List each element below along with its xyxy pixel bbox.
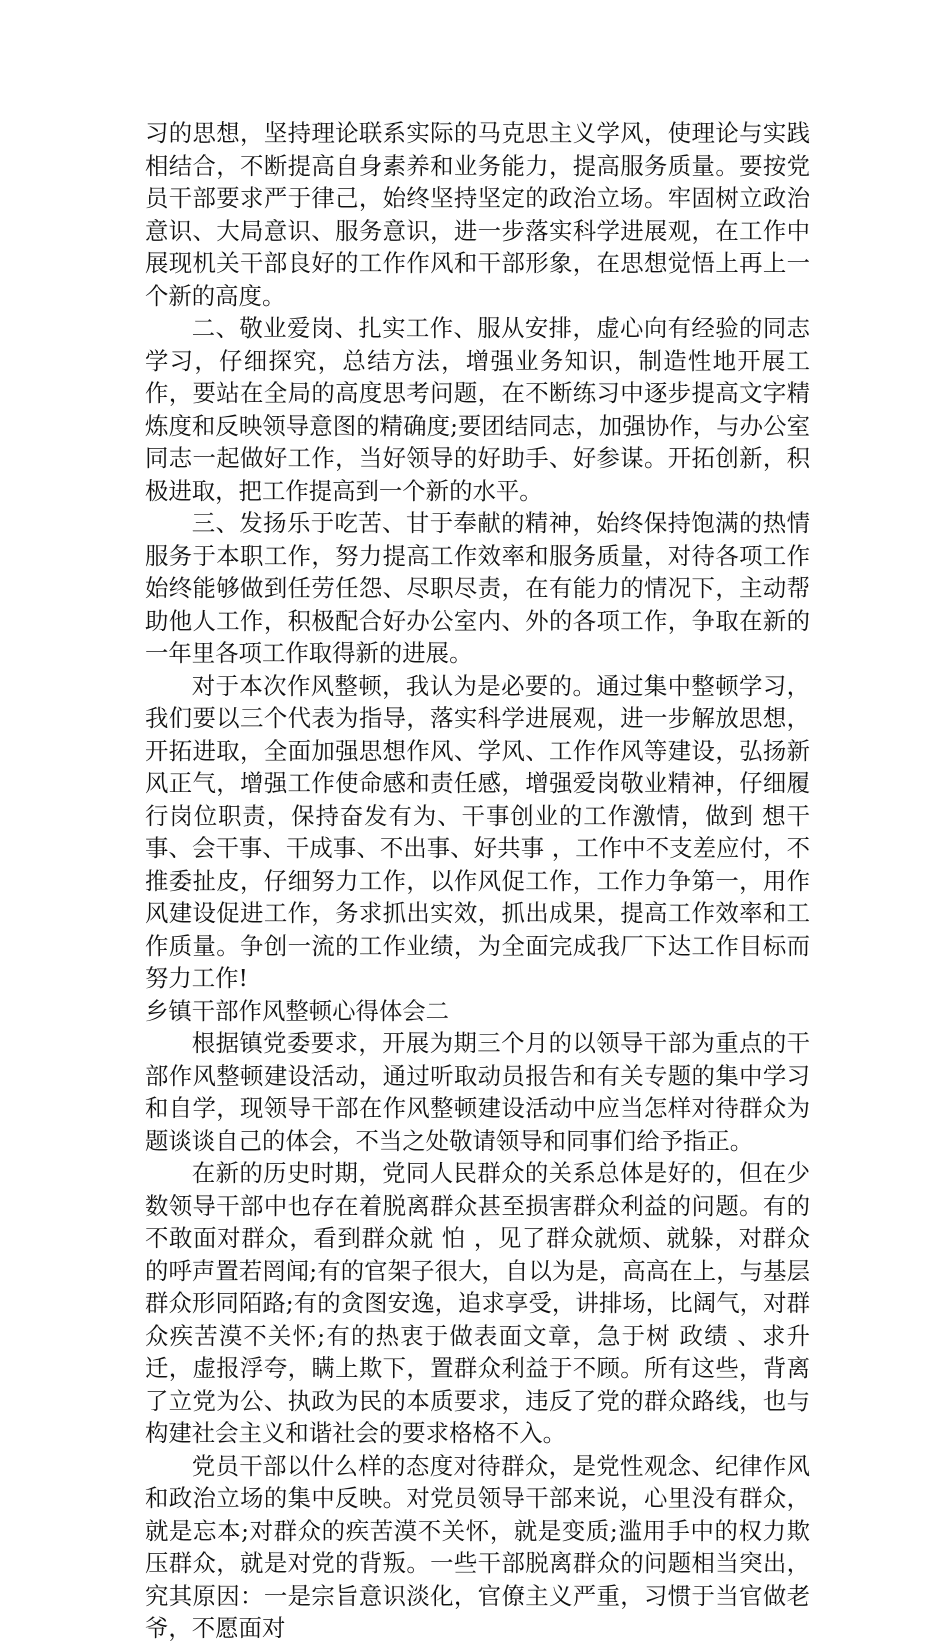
document-page [145,117,810,1645]
paragraph-point-two: 二、敬业爱岗、扎实工作、服从安排，虚心向有经验的同志学习，仔细探究，总结方法，增强业务知识，制造性地开展工作，要站在全局的高度思考问题，在不断练习中逐步提高文字精炼度和反映领导意图的精确度;要团结同志，加强协作，与办公室同志一起做好工作，当好领导的好助手、好参谋。开拓创新，积极进取，把工作提高到一个新的水平。 [145,314,810,505]
paragraph-intro: 根据镇党委要求，开展为期三个月的以领导干部为重点的干部作风整顿建设活动，通过听取动员报告和有关专题的集中学习和自学，现领导干部在作风整顿建设活动中应当怎样对待群众为题谈谈自己的体会，不当之处敬请领导和同事们给予指正。 [145,1029,810,1155]
paragraph-history: 在新的历史时期，党同人民群众的关系总体是好的，但在少数领导干部中也存在着脱离群众甚至损害群众利益的问题。有的不敢面对群众，看到群众就 怕 ，见了群众就烦、就躲，对群众的呼声置若罔闻;有的官架子很大，自以为是，高高在上，与基层群众形同陌路;有的贪图安逸，追求享受，讲排场，比阔气，对群众疾苦漠不关怀;有的热衷于做表面文章，急于树 政绩 、求升迁，虚报浮夸，瞒上欺下，置群众利益于不顾。所有这些，背离了立党为公、执政为民的本质要求，违反了党的群众路线，也与构建社会主义和谐社会的要求格格不入。 [145,1159,810,1447]
paragraph-rectification: 对于本次作风整顿，我认为是必要的。通过集中整顿学习，我们要以三个代表为指导，落实科学进展观，进一步解放思想，开拓进取，全面加强思想作风、学风、工作作风等建设，弘扬新风正气，增强工作使命感和责任感，增强爱岗敬业精神，仔细履行岗位职责，保持奋发有为、干事创业的工作激情，做到 想干事、会干事、干成事、不出事、好共事 ，工作中不支差应付，不推委扯皮，仔细努力工作，以作风促工作，工作力争第一，用作风建设促进工作，务求抓出实效，抓出成果，提高工作效率和工作质量。争创一流的工作业绩，为全面完成我厂下达工作目标而努力工作! [145,671,810,992]
paragraph-attitude: 党员干部以什么样的态度对待群众，是党性观念、纪律作风和政治立场的集中反映。对党员领导干部来说，心里没有群众，就是忘本;对群众的疾苦漠不关怀，就是变质;滥用手中的权力欺压群众，就是对党的背叛。一些干部脱离群众的问题相当突出，究其原因：一是宗旨意识淡化，官僚主义严重，习惯于当官做老爷，不愿面对 [145,1451,810,1642]
paragraph-continuation: 习的思想，坚持理论联系实际的马克思主义学风，使理论与实践相结合，不断提高自身素养和业务能力，提高服务质量。要按党员干部要求严于律己，始终坚持坚定的政治立场。牢固树立政治意识、大局意识、服务意识，进一步落实科学进展观，在工作中展现机关干部良好的工作作风和干部形象，在思想觉悟上再上一个新的高度。 [145,119,810,310]
paragraph-point-three: 三、发扬乐于吃苦、甘于奉献的精神，始终保持饱满的热情服务于本职工作，努力提高工作效率和服务质量，对待各项工作始终能够做到任劳任怨、尽职尽责，在有能力的情况下，主动帮助他人工作，积极配合好办公室内、外的各项工作，争取在新的一年里各项工作取得新的进展。 [145,509,810,667]
section-heading: 乡镇干部作风整顿心得体会二 [145,996,450,1025]
